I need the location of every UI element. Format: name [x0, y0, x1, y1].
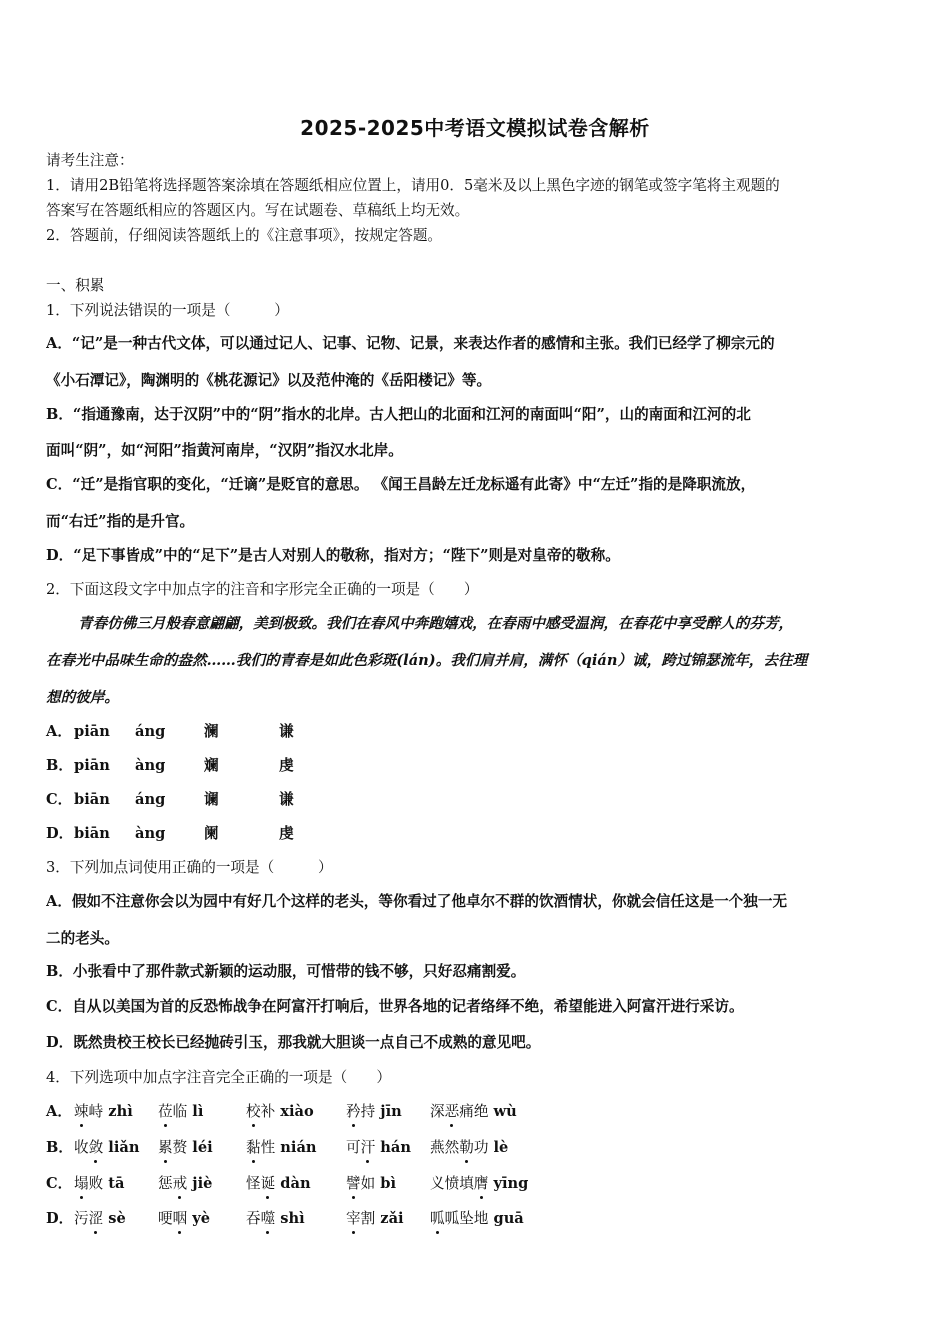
- q4-dotted-char: 累: [158, 1139, 173, 1156]
- q4-option-item: [430, 1138, 508, 1158]
- q3-option-a-line-2: 二的老头。: [46, 930, 119, 947]
- notice-line-1: 1．请用2B铅笔将选择题答案涂填在答题纸相应位置上，请用0．5毫米及以上黑色字迹的钢笔或签字笔将主观题的: [46, 177, 780, 194]
- page-title: 2025-2025中考语文模拟试卷含解析: [300, 116, 650, 140]
- q4-word-part: 赘: [172, 1139, 188, 1156]
- q4-dotted-char: 戒: [172, 1175, 188, 1192]
- q3-option-b: B．小张看中了那件款式新颖的运动服，可惜带的钱不够，只好忍痛割爱。: [46, 963, 526, 980]
- q4-pinyin: zǎi: [375, 1210, 404, 1227]
- q1-option-b-line-2: 面叫“阴”，如“河阳”指黄河南岸，“汉阴”指汉水北岸。: [46, 442, 403, 459]
- q4-option-item: [158, 1138, 213, 1158]
- q2-option-char-1: 澜: [204, 723, 219, 740]
- q4-stem: 4．下列选项中加点字注音完全正确的一项是（ ）: [46, 1069, 391, 1086]
- q4-option-item: [74, 1209, 126, 1229]
- q4-word-part: 如: [360, 1175, 376, 1192]
- q4-dotted-char: 诞: [260, 1175, 276, 1192]
- q4-option-item: [246, 1138, 317, 1158]
- q4-dotted-char: 勒: [459, 1139, 474, 1156]
- q4-pinyin: yè: [187, 1210, 211, 1227]
- q4-word-part: 临: [172, 1103, 188, 1120]
- q4-option-item: [74, 1102, 133, 1122]
- q3-option-a-line-1: A．假如不注意你会以为园中有好几个这样的老头，等你看过了他卓尔不群的饮酒情状，你就会信任这是一个独一无: [46, 893, 788, 910]
- q4-pinyin: zhì: [103, 1103, 133, 1120]
- q1-option-d: D．“足下事皆成”中的“足下”是古人对别人的敬称，指对方；“陛下”则是对皇帝的敬称。: [46, 547, 620, 564]
- q1-stem: 1．下列说法错误的一项是（ ）: [46, 302, 289, 319]
- q4-word-part: 哽: [158, 1210, 173, 1227]
- q2-option-char-1: 谰: [204, 791, 219, 808]
- q4-word-part: 收: [74, 1139, 89, 1156]
- q4-dotted-char: 膺: [473, 1175, 489, 1192]
- q4-option-item: [158, 1102, 203, 1122]
- q2-option-pinyin-1: piān: [74, 757, 110, 774]
- q2-option-char-1: 阑: [204, 825, 219, 842]
- q4-word-part: 污: [74, 1210, 89, 1227]
- q4-pinyin: wù: [488, 1103, 517, 1120]
- section-heading: 一、积累: [46, 277, 105, 294]
- q3-stem: 3．下列加点词使用正确的一项是（ ）: [46, 859, 333, 876]
- q4-dotted-char: 莅: [158, 1103, 173, 1120]
- q4-pinyin: xiào: [275, 1103, 314, 1120]
- q4-option-item: [158, 1174, 212, 1194]
- q4-dotted-char: 呱: [430, 1210, 445, 1227]
- q2-passage-line-3: 想的彼岸。: [46, 689, 119, 706]
- q4-dotted-char: 咽: [172, 1210, 188, 1227]
- q4-option-item: [346, 1209, 404, 1229]
- q4-dotted-char: 敛: [88, 1139, 104, 1156]
- q3-dotted-idiom: 忍痛割爱: [452, 963, 511, 980]
- q4-word-part: 义愤填: [430, 1175, 474, 1192]
- q4-option-item: [346, 1138, 411, 1158]
- q4-word-part: 功: [473, 1139, 489, 1156]
- q1-option-b-line-1: B．“指通豫南，达于汉阴”中的“阴”指水的北岸。古人把山的北面和江河的南面叫“阳”，山的南面和江河的北: [46, 406, 751, 423]
- q4-dotted-char: 矜: [346, 1103, 361, 1120]
- q4-option-item: [246, 1174, 311, 1194]
- q4-word-part: 怪: [246, 1175, 261, 1192]
- notice-heading: 请考生注意：: [46, 152, 134, 169]
- q4-dotted-char: 黏: [246, 1139, 261, 1156]
- q1-option-a-line-2: 《小石潭记》，陶渊明的《桃花源记》以及范仲淹的《岳阳楼记》等。: [46, 372, 492, 389]
- q4-dotted-char: 竦: [74, 1103, 89, 1120]
- q3-dotted-idiom: 卓尔不群: [465, 893, 525, 910]
- q4-pinyin: sè: [103, 1210, 126, 1227]
- notice-line-3: 2．答题前，仔细阅读答题纸上的《注意事项》，按规定答题。: [46, 227, 443, 244]
- q4-word-part: 败: [88, 1175, 104, 1192]
- q2-option-pinyin-1: biān: [74, 825, 110, 842]
- q4-pinyin: guā: [488, 1210, 524, 1227]
- q2-option-char-2: 谦: [279, 791, 294, 808]
- q4-option-item: [74, 1138, 139, 1158]
- q4-dotted-char: 譬: [346, 1175, 361, 1192]
- q2-option-pinyin-2: àng: [135, 825, 166, 842]
- q4-option-item: [346, 1174, 396, 1194]
- q4-word-part: 峙: [88, 1103, 104, 1120]
- q2-option-pinyin-1: biān: [74, 791, 110, 808]
- q4-word-part: 燕然: [430, 1139, 460, 1156]
- q4-dotted-char: 宰: [346, 1210, 361, 1227]
- q2-option-pinyin-1: piān: [74, 723, 110, 740]
- q4-pinyin: shì: [275, 1210, 305, 1227]
- q4-pinyin: hán: [375, 1139, 411, 1156]
- q1-option-c-line-2: 而“右迁”指的是升官。: [46, 513, 195, 530]
- q4-word-part: 惩: [158, 1175, 173, 1192]
- q2-passage-line-1: 青春仿佛三月般春意翩翩，美到极致。我们在春风中奔跑嬉戏，在春雨中感受温润，在春花中享受醉人的芬芳，: [78, 615, 794, 632]
- q4-pinyin: nián: [275, 1139, 317, 1156]
- q4-pinyin: liǎn: [103, 1139, 140, 1156]
- q3-dotted-idiom: 抛砖引玉: [204, 1034, 263, 1051]
- q4-pinyin: lì: [187, 1103, 204, 1120]
- q4-pinyin: jīn: [375, 1103, 402, 1120]
- q2-option-pinyin-2: áng: [135, 723, 166, 740]
- q2-option-char-2: 虔: [279, 825, 294, 842]
- q2-dotted-char: 翩: [209, 615, 224, 632]
- q4-pinyin: léi: [187, 1139, 213, 1156]
- q4-option-item: [158, 1209, 210, 1229]
- q2-option-letter: C．: [46, 791, 73, 808]
- q4-pinyin: lè: [488, 1139, 509, 1156]
- q4-word-part: 可: [346, 1139, 361, 1156]
- q4-word-part: 痛绝: [459, 1103, 489, 1120]
- q2-option-letter: D．: [46, 825, 74, 842]
- q4-dotted-char: 涩: [88, 1210, 104, 1227]
- q4-pinyin: dàn: [275, 1175, 311, 1192]
- q4-dotted-char: 塌: [74, 1175, 89, 1192]
- q4-word-part: 补: [260, 1103, 276, 1120]
- q4-option-item: [430, 1209, 524, 1229]
- q2-option-letter: B．: [46, 757, 73, 774]
- q4-option-letter: B．: [46, 1139, 73, 1156]
- q4-option-item: [246, 1209, 305, 1229]
- q4-word-part: 深: [430, 1103, 445, 1120]
- q4-option-letter: A．: [46, 1103, 72, 1120]
- q4-pinyin: bì: [375, 1175, 397, 1192]
- q2-passage-line-2: 在春光中品味生命的盎然……我们的青春是如此色彩斑(lán)。我们肩并肩，满怀（qián）诚，跨过锦瑟流年，去往理: [46, 652, 808, 669]
- q4-pinyin: yīng: [488, 1175, 529, 1192]
- q3-option-c: C．自从以美国为首的反恐怖战争在阿富汗打响后，世界各地的记者络绎不绝，希望能进入阿富汗进行采访。: [46, 998, 744, 1015]
- q4-dotted-char: 噬: [260, 1210, 276, 1227]
- q2-dotted-char: 盎: [177, 652, 192, 669]
- q2-stem: 2．下面这段文字中加点字的注音和字形完全正确的一项是（ ）: [46, 581, 479, 598]
- q2-option-char-2: 虔: [279, 757, 294, 774]
- q3-dotted-idiom: 络绎不绝: [480, 998, 540, 1015]
- q4-word-part: 割: [360, 1210, 376, 1227]
- notice-line-2: 答案写在答题纸相应的答题区内。写在试题卷、草稿纸上均无效。: [46, 202, 470, 219]
- q2-option-char-2: 谦: [279, 723, 294, 740]
- q2-option-pinyin-2: àng: [135, 757, 166, 774]
- q4-dotted-char: 汗: [360, 1139, 376, 1156]
- q2-option-pinyin-2: áng: [135, 791, 166, 808]
- q4-option-item: [74, 1174, 125, 1194]
- q1-option-c-line-1: C．“迁”是指官职的变化，“迁谪”是贬官的意思。 《闻王昌龄左迁龙标遥有此寄》中“左迁”指的是降职流放，: [46, 476, 756, 493]
- q4-option-item: [430, 1174, 528, 1194]
- q4-dotted-char: 校: [246, 1103, 261, 1120]
- q4-dotted-char: 恶: [444, 1103, 460, 1120]
- q4-option-item: [346, 1102, 402, 1122]
- q3-option-d: D．既然贵校王校长已经抛砖引玉，那我就大胆谈一点自己不成熟的意见吧。: [46, 1034, 541, 1051]
- q4-word-part: 持: [360, 1103, 376, 1120]
- q1-option-a-line-1: A．“记”是一种古代文体，可以通过记人、记事、记物、记景，来表达作者的感情和主张。我们已经学了柳宗元的: [46, 335, 775, 352]
- q4-word-part: 吞: [246, 1210, 261, 1227]
- q4-option-letter: C．: [46, 1175, 73, 1192]
- q2-option-char-1: 斓: [204, 757, 219, 774]
- q4-pinyin: tā: [103, 1175, 125, 1192]
- q4-option-letter: D．: [46, 1210, 74, 1227]
- q4-option-item: [430, 1102, 517, 1122]
- q4-word-part: 性: [260, 1139, 276, 1156]
- q4-word-part: 呱坠地: [444, 1210, 489, 1227]
- q2-option-letter: A．: [46, 723, 72, 740]
- q4-pinyin: jiè: [187, 1175, 213, 1192]
- q4-option-item: [246, 1102, 314, 1122]
